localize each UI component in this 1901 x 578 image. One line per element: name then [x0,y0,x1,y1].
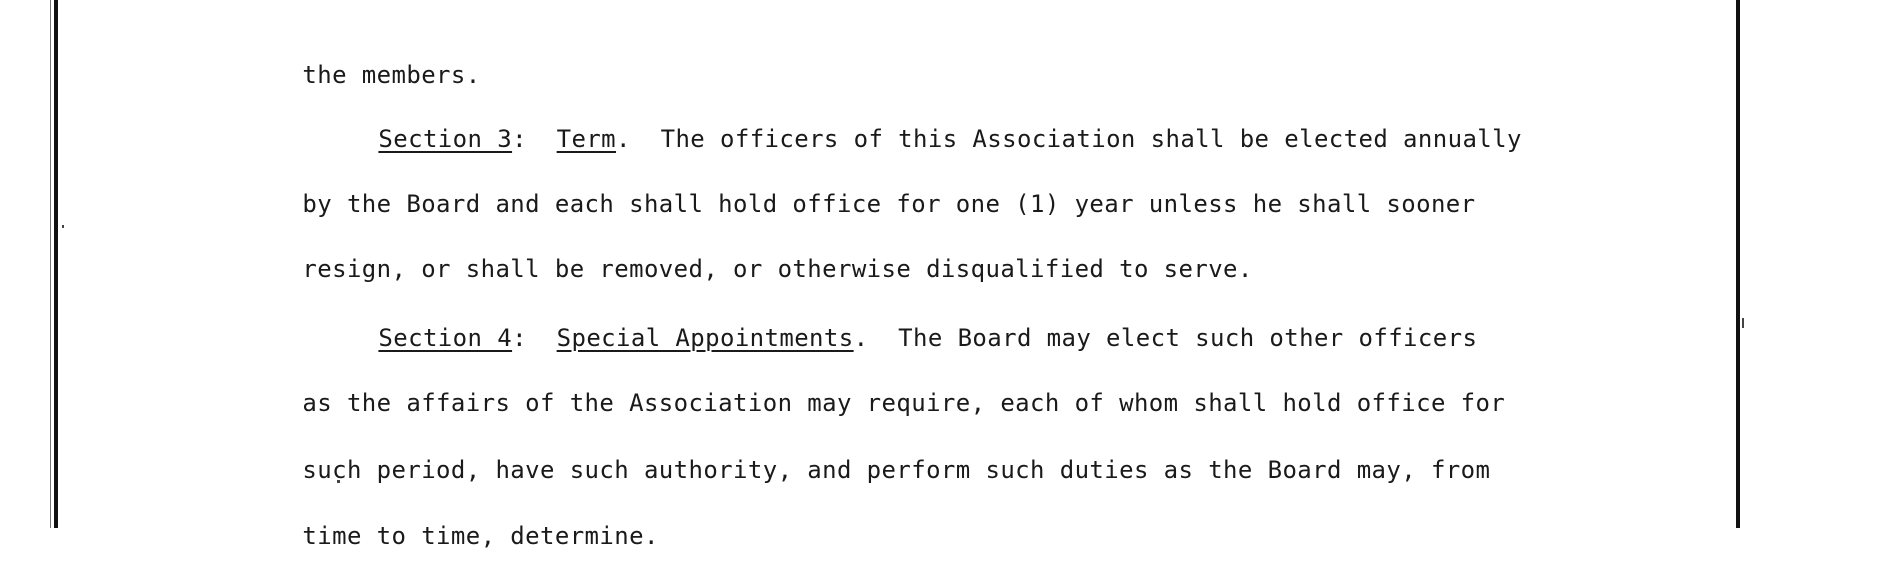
section-3-label: Section 3 [378,125,513,153]
section-4-heading-period: . [853,324,869,352]
page-left-border-thin [50,0,51,528]
section-3-text: The officers of this Association shall be elected annually [660,125,1522,153]
page-right-border [1736,0,1740,528]
section-4-colon: : [512,324,527,352]
section-3-heading: Term [556,125,617,153]
paragraph-end-text: the members. [302,61,481,89]
page-left-border [54,0,58,528]
text-line [243,494,659,578]
section-3-text: by the Board and each shall hold office for one (1) year unless he shall sooner [302,190,1476,218]
section-3-text: resign, or shall be removed, or otherwise disqualified to serve. [302,255,1253,283]
section-3-colon: : [512,125,527,153]
section-4-label: Section 4 [378,324,513,352]
scan-speck [62,225,64,228]
section-3-heading-period: . [616,125,631,153]
section-4-text: as the affairs of the Association may require, each of whom shall hold office for [302,389,1506,417]
section-4-text: time to time, determine. [302,522,659,550]
section-4-text: such period, have such authority, and perform such duties as the Board may, from [302,456,1491,484]
scan-speck [1742,318,1744,328]
section-4-heading: Special Appointments [556,324,854,352]
section-4-text: The Board may elect such other officers [898,324,1478,352]
